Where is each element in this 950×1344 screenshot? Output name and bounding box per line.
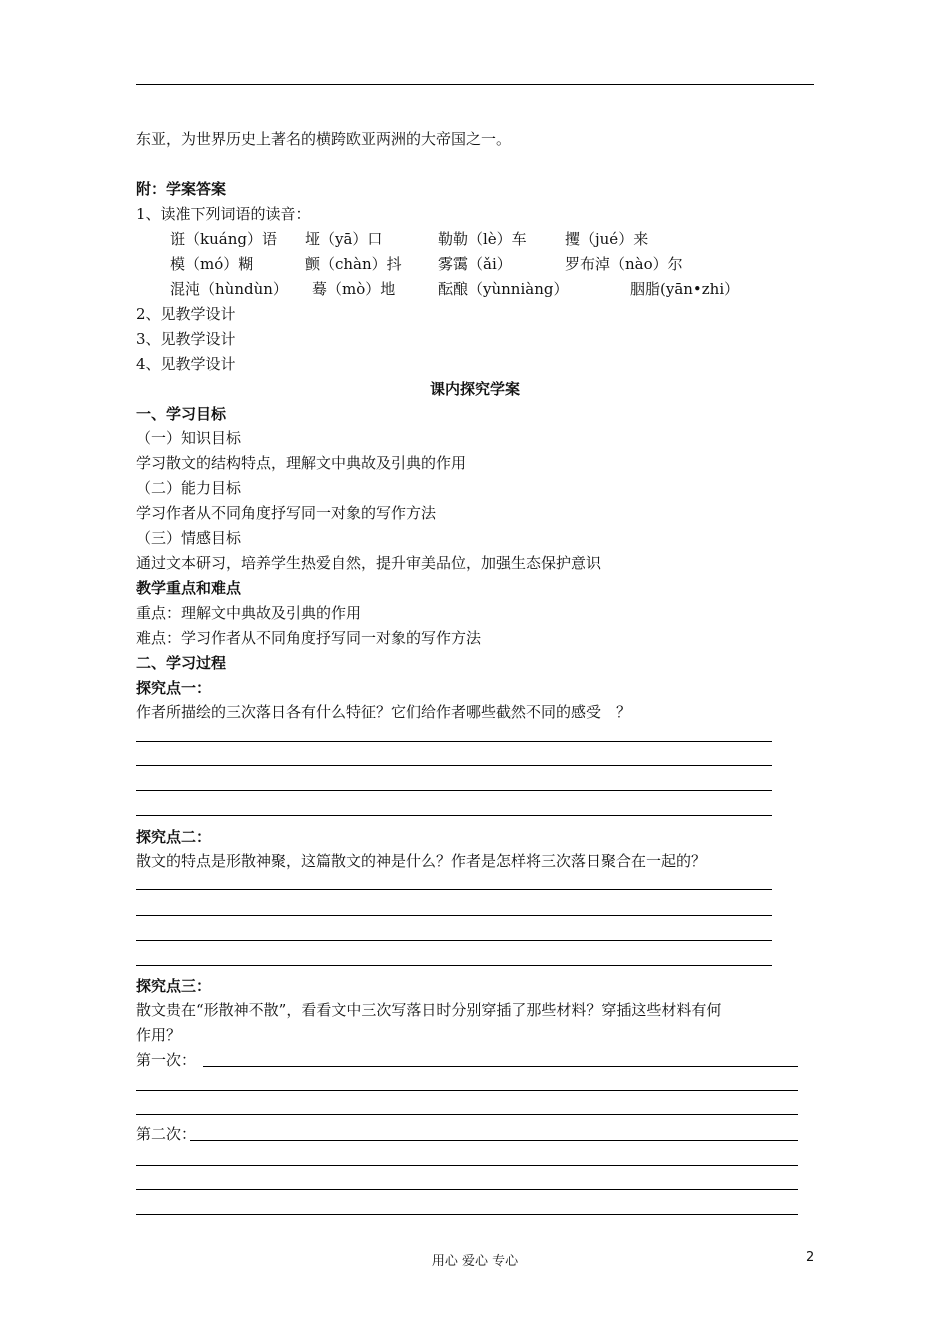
ability-text: 学习作者从不同角度抒写同一对象的写作方法 <box>136 504 437 522</box>
answer-line[interactable] <box>136 765 772 766</box>
answer-line[interactable] <box>136 1090 798 1091</box>
answer-line[interactable] <box>136 1189 798 1190</box>
ability-label: （二）能力目标 <box>136 479 242 497</box>
pinyin-item: 颤（chàn）抖 <box>305 255 402 273</box>
point3-title: 探究点三： <box>136 977 212 995</box>
page-number: 2 <box>806 1250 815 1265</box>
first-label: 第一次： <box>136 1051 197 1069</box>
answer-line[interactable] <box>136 741 772 742</box>
point3-question-line1: 散文贵在“形散神不散”，看看文中三次写落日时分别穿插了那些材料？穿插这些材料有何 <box>136 1001 722 1019</box>
point1-title: 探究点一： <box>136 679 212 697</box>
answer-line[interactable] <box>136 915 772 916</box>
pinyin-item: 攫（jué）来 <box>565 230 649 248</box>
key-difficulty: 难点：学习作者从不同角度抒写同一对象的写作方法 <box>136 629 482 647</box>
answer-line[interactable] <box>136 965 772 966</box>
knowledge-label: （一）知识目标 <box>136 429 242 447</box>
answer-q4: 4、见教学设计 <box>136 355 236 373</box>
section-title: 课内探究学案 <box>429 380 520 398</box>
key-focus: 重点：理解文中典故及引典的作用 <box>136 604 362 622</box>
point2-question: 散文的特点是形散神聚，这篇散文的神是什么？作者是怎样将三次落日聚合在一起的？ <box>136 852 707 870</box>
answer-q1: 1、读准下列词语的读音： <box>136 205 311 223</box>
second-label: 第二次： <box>136 1125 197 1143</box>
pinyin-item: 蓦（mò）地 <box>312 280 396 298</box>
footer-motto: 用心 爱心 专心 <box>431 1254 519 1269</box>
knowledge-text: 学习散文的结构特点，理解文中典故及引典的作用 <box>136 454 467 472</box>
emotion-text: 通过文本研习，培养学生热爱自然，提升审美品位，加强生态保护意识 <box>136 554 602 572</box>
answer-line[interactable] <box>136 1214 798 1215</box>
process-heading: 二、学习过程 <box>136 654 227 672</box>
pinyin-item: 模（mó）糊 <box>170 255 254 273</box>
answer-line[interactable] <box>203 1066 798 1067</box>
continuation-text: 东亚，为世界历史上著名的横跨欧亚两洲的大帝国之一。 <box>136 130 512 148</box>
answer-line[interactable] <box>136 1165 798 1166</box>
pinyin-item: 勒勒（lè）车 <box>438 230 527 248</box>
pinyin-item: 诳（kuáng）语 <box>170 230 277 248</box>
pinyin-item: 罗布淖（nào）尔 <box>565 255 683 273</box>
pinyin-item: 垭（yā）口 <box>305 230 383 248</box>
answer-line[interactable] <box>136 815 772 816</box>
pinyin-item: 胭脂(yān•zhi） <box>630 280 740 298</box>
pinyin-item: 雾霭（ǎi） <box>438 255 512 273</box>
answer-line[interactable] <box>136 889 772 890</box>
emotion-label: （三）情感目标 <box>136 529 242 547</box>
answer-q3: 3、见教学设计 <box>136 330 236 348</box>
point2-title: 探究点二： <box>136 828 212 846</box>
answer-line[interactable] <box>136 1114 798 1115</box>
answer-line[interactable] <box>136 790 772 791</box>
answer-line[interactable] <box>136 940 772 941</box>
answer-q2: 2、见教学设计 <box>136 305 236 323</box>
point3-question-line2: 作用？ <box>136 1026 182 1044</box>
key-heading: 教学重点和难点 <box>136 579 242 597</box>
answer-title: 附：学案答案 <box>136 180 227 198</box>
pinyin-item: 混沌（hùndùn） <box>170 280 288 298</box>
answer-line[interactable] <box>190 1140 798 1141</box>
goals-heading: 一、学习目标 <box>136 405 227 423</box>
pinyin-item: 酝酿（yùnniàng） <box>438 280 569 298</box>
header-rule <box>136 84 814 85</box>
point1-question: 作者所描绘的三次落日各有什么特征？它们给作者哪些截然不同的感受 ？ <box>136 703 632 721</box>
